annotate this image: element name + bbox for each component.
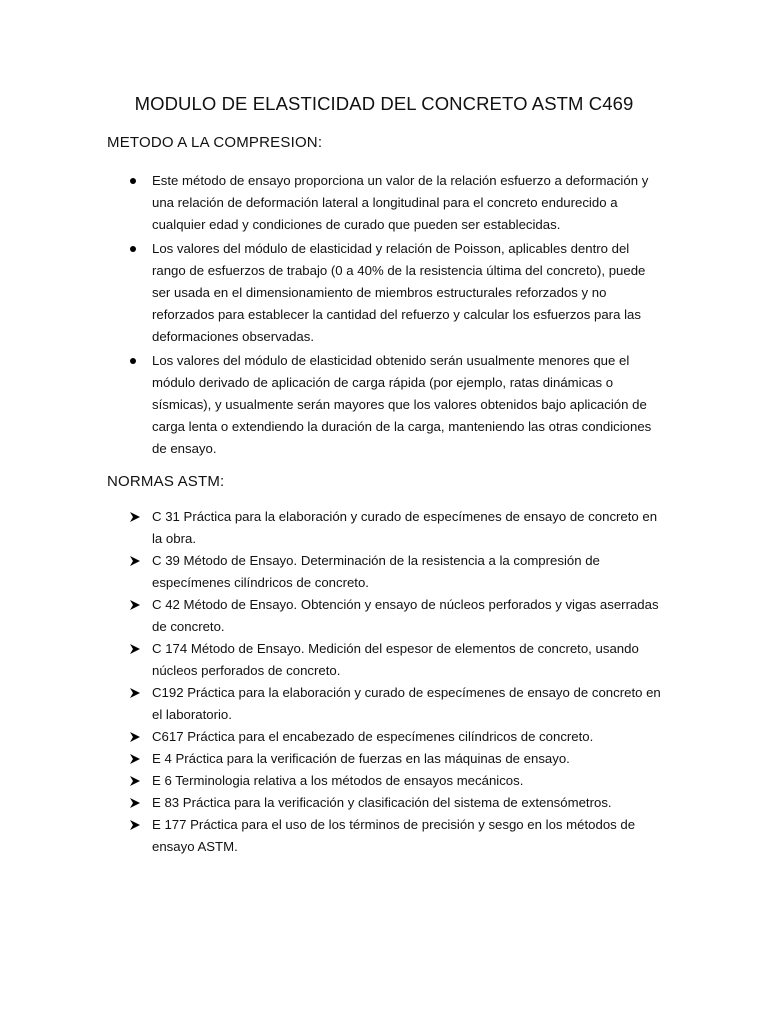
list-item-text: C617 Práctica para el encabezado de especímenes cilíndricos de concreto.	[152, 729, 594, 744]
list-item	[0, 638, 662, 682]
list-item-text: C 174 Método de Ensayo. Medición del espesor de elementos de concreto, usando núcleos perforados de concreto.	[152, 641, 639, 678]
arrowhead-bullet-icon	[130, 644, 140, 654]
arrowhead-bullet-icon	[130, 798, 140, 808]
list-item	[0, 726, 662, 748]
arrowhead-bullet-icon	[130, 556, 140, 566]
arrowhead-bullet-icon	[130, 754, 140, 764]
list-item	[0, 682, 662, 726]
compression-bullet-list	[0, 170, 768, 462]
list-item-text: E 177 Práctica para el uso de los términos de precisión y sesgo en los métodos de ensayo ASTM.	[152, 817, 636, 854]
section-heading-compression: METODO A LA COMPRESION:	[107, 134, 323, 151]
astm-standards-list	[0, 506, 768, 858]
document-title: MODULO DE ELASTICIDAD DEL CONCRETO ASTM C469	[134, 93, 634, 114]
bullet-dot-icon	[130, 246, 136, 252]
list-item	[0, 506, 662, 550]
list-item	[0, 594, 662, 638]
list-item	[0, 814, 662, 858]
list-item	[0, 770, 662, 792]
list-item-text: Los valores del módulo de elasticidad y relación de Poisson, aplicables dentro del rango de esfuerzos de trabajo (0 a 40% de la resistencia última del concreto), puede ser usada en el dimensionamiento de miembros estructurales reforzados y no reforzados para establecer la cantidad del refuerzo y calcular los esfuerzos para las deformaciones observadas.	[152, 241, 646, 344]
list-item-text: C 39 Método de Ensayo. Determinación de la resistencia a la compresión de especímenes cilíndricos de concreto.	[152, 553, 600, 590]
list-item-text: C192 Práctica para la elaboración y curado de especímenes de ensayo de concreto en el laboratorio.	[152, 685, 661, 722]
list-item-text: C 31 Práctica para la elaboración y curado de especímenes de ensayo de concreto en la obra.	[152, 509, 658, 546]
list-item	[0, 550, 662, 594]
list-item-text: E 6 Terminologia relativa a los métodos de ensayos mecánicos.	[152, 773, 524, 788]
bullet-dot-icon	[130, 358, 136, 364]
arrowhead-bullet-icon	[130, 776, 140, 786]
list-item	[0, 350, 662, 460]
list-item	[0, 170, 662, 236]
list-item	[0, 238, 662, 348]
list-item	[0, 748, 662, 770]
arrowhead-bullet-icon	[130, 820, 140, 830]
section-heading-astm-standards: NORMAS ASTM:	[107, 473, 225, 490]
bullet-dot-icon	[130, 178, 136, 184]
arrowhead-bullet-icon	[130, 512, 140, 522]
arrowhead-bullet-icon	[130, 688, 140, 698]
list-item-text: Este método de ensayo proporciona un valor de la relación esfuerzo a deformación y una relación de deformación lateral a longitudinal para el concreto endurecido a cualquier edad y condiciones de curado que pueden ser establecidas.	[152, 173, 649, 232]
arrowhead-bullet-icon	[130, 732, 140, 742]
list-item-text: E 83 Práctica para la verificación y clasificación del sistema de extensómetros.	[152, 795, 612, 810]
list-item-text: E 4 Práctica para la verificación de fuerzas en las máquinas de ensayo.	[152, 751, 570, 766]
list-item	[0, 792, 662, 814]
list-item-text: C 42 Método de Ensayo. Obtención y ensayo de núcleos perforados y vigas aserradas de concreto.	[152, 597, 659, 634]
arrowhead-bullet-icon	[130, 600, 140, 610]
list-item-text: Los valores del módulo de elasticidad obtenido serán usualmente menores que el módulo derivado de aplicación de carga rápida (por ejemplo, ratas dinámicas o sísmicas), y usualmente serán mayores que los valores obtenidos bajo aplicación de carga lenta o extendiendo la duración de la carga, manteniendo las otras condiciones de ensayo.	[152, 353, 652, 456]
